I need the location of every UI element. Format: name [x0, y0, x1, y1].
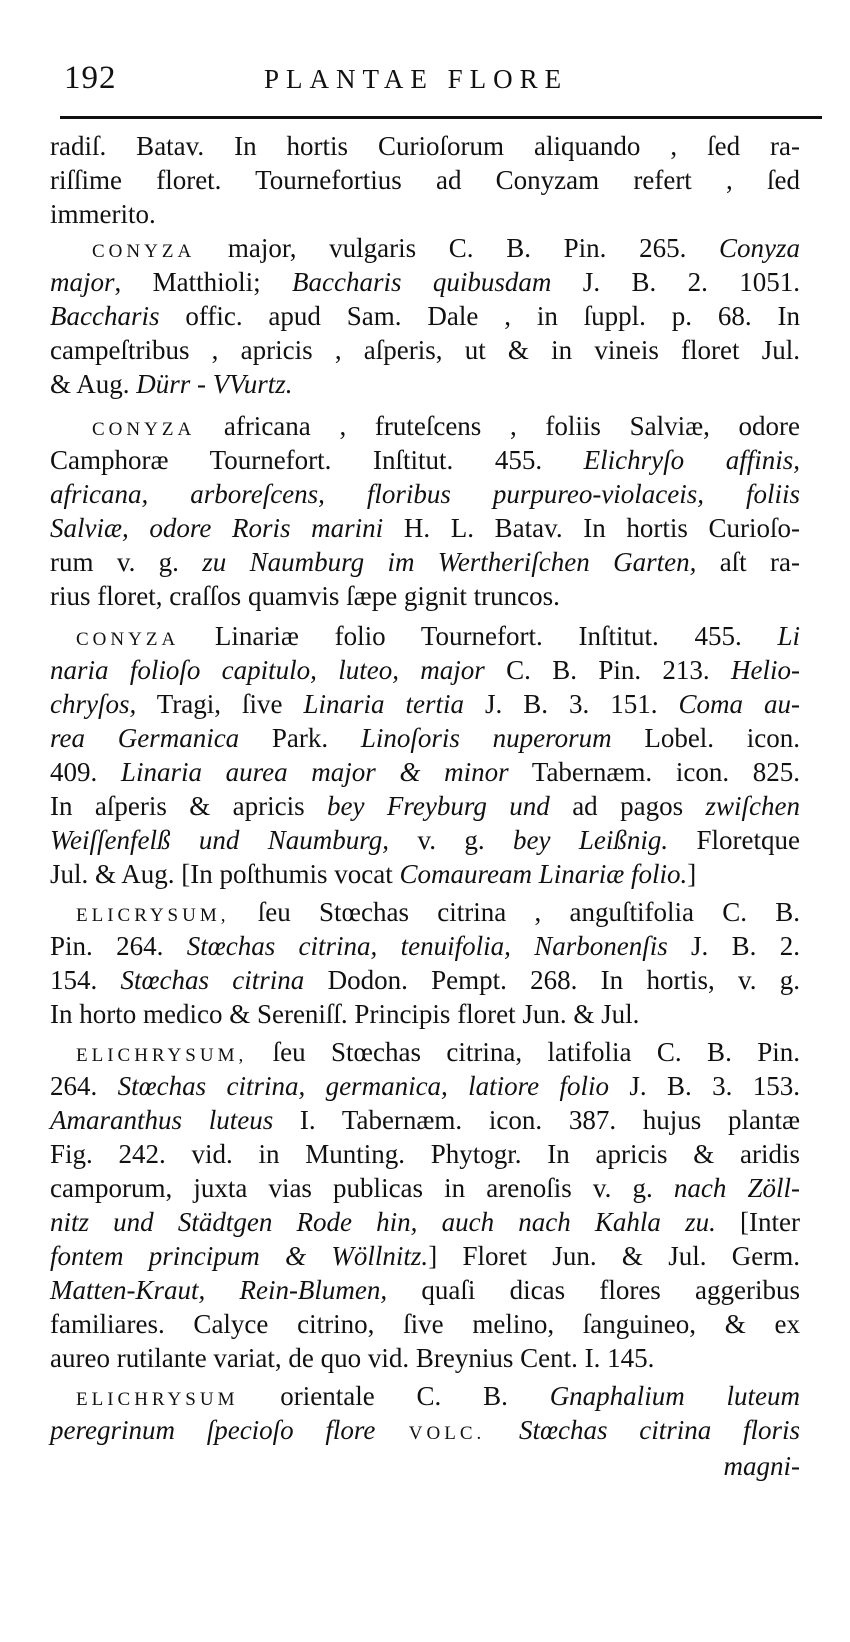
roman-run: orientale C. B. [238, 1381, 550, 1411]
italic-run: Helio- [731, 655, 800, 685]
small-caps-run: CONYZA [76, 629, 180, 650]
roman-run: I. Tabernæm. icon. 387. hujus plantæ [273, 1105, 800, 1135]
italic-run: Linoſoris nuperorum [360, 723, 612, 753]
roman-run: 264. [50, 1071, 118, 1101]
text-line [50, 266, 800, 298]
italic-run: Matten-Kraut, Rein-Blumen, [50, 1275, 388, 1305]
text-line [50, 580, 800, 612]
roman-run: Tragi, ſive [136, 689, 304, 719]
italic-run: Baccharis quibusdam [292, 267, 552, 297]
roman-run: ad pagos [549, 791, 706, 821]
roman-run: ſeu Stœchas citrina , anguſtifolia C. B. [229, 897, 800, 927]
italic-run: Linaria aurea major & minor [120, 757, 509, 787]
roman-run: Camphoræ Tournefort. Inſtitut. 455. [50, 445, 584, 475]
text-line [50, 198, 800, 230]
italic-run: Salviæ, odore Roris marini [50, 513, 384, 543]
italic-run: peregrinum ſpecioſo flore [50, 1415, 376, 1445]
text-line [50, 546, 800, 578]
text-line [76, 620, 800, 656]
roman-run: quaſi dicas flores aggeribus [387, 1275, 801, 1305]
roman-run: In horto medico & Sereniſſ. Principis floret Jun. & Jul. [50, 999, 640, 1029]
text-line [76, 1380, 800, 1416]
italic-run: major [50, 267, 115, 297]
roman-run: Jul. & Aug. [In poſthumis vocat [50, 859, 400, 889]
italic-run: Linaria tertia [303, 689, 464, 719]
roman-run: Lobel. icon. [611, 723, 800, 753]
text-line [50, 1172, 800, 1204]
roman-run: H. L. Batav. In hortis Curioſo- [383, 513, 800, 543]
roman-run: rum v. g. [50, 547, 203, 577]
text-line [50, 130, 800, 162]
small-caps-run: ELICHRYSUM [76, 1389, 239, 1410]
text-line [50, 1104, 800, 1136]
text-line [50, 688, 800, 720]
small-caps-run: VOLC. [375, 1423, 519, 1444]
text-line [50, 1414, 800, 1450]
italic-run: bey Freyburg und [327, 791, 550, 821]
text-line [50, 1206, 800, 1238]
italic-run: Conyza [719, 233, 800, 263]
italic-run: chryſos, [50, 689, 137, 719]
text-line [50, 1274, 800, 1306]
text-line [50, 478, 800, 510]
roman-run: [Inter [715, 1207, 800, 1237]
roman-run: familiares. Calyce citrino, ſive melino, ſanguineo, & ex [50, 1309, 800, 1339]
text-line [50, 444, 800, 476]
roman-run: africana , fruteſcens , foliis Salviæ, odore [195, 411, 800, 441]
text-line [50, 964, 800, 996]
italic-run: Li [777, 621, 800, 651]
roman-run: Linariæ folio Tournefort. Inſtitut. 455. [179, 621, 778, 651]
italic-run: Stœchas citrina [120, 965, 305, 995]
italic-run: magni- [723, 1451, 800, 1481]
text-line [50, 654, 800, 686]
roman-run: & Aug. [50, 369, 137, 399]
italic-run: Coma au- [678, 689, 800, 719]
small-caps-run: ELICRYSUM, [76, 905, 230, 926]
text-line [50, 756, 800, 788]
text-line [50, 164, 800, 196]
italic-run: zwiſchen [705, 791, 800, 821]
text-line [50, 334, 800, 366]
page-number: 192 [64, 60, 117, 96]
italic-run: nitz und Städtgen Rode hin, auch nach Kahla zu. [50, 1207, 716, 1237]
roman-run: aureo rutilante variat, de quo vid. Breynius Cent. I. 145. [50, 1343, 655, 1373]
small-caps-run: CONYZA [92, 419, 196, 440]
roman-run: major, vulgaris C. B. Pin. 265. [195, 233, 719, 263]
text-line [92, 232, 800, 268]
italic-run: Comauream Linariæ folio. [399, 859, 688, 889]
roman-run: aſt ra- [696, 547, 800, 577]
text-line [50, 1240, 800, 1272]
roman-run: ] Floret Jun. & Jul. Germ. [428, 1241, 800, 1271]
roman-run: , Matthioli; [114, 267, 293, 297]
text-line [50, 1138, 800, 1170]
text-line [50, 998, 800, 1030]
text-line [50, 858, 800, 890]
text-line [50, 368, 800, 400]
roman-run: J. B. 2. [667, 931, 800, 961]
roman-run: Floretque [668, 825, 801, 855]
roman-run: C. B. Pin. 213. [484, 655, 732, 685]
text-line [50, 1342, 800, 1374]
text-line [92, 410, 800, 446]
roman-run: 154. [50, 965, 121, 995]
italic-run: bey Leißnig. [513, 825, 669, 855]
italic-run: Amaranthus luteus [50, 1105, 274, 1135]
roman-run: riſſime floret. Tournefortius ad Conyzam refert , ſed [50, 165, 800, 195]
roman-run: v. g. [389, 825, 513, 855]
italic-run: Baccharis [50, 301, 160, 331]
small-caps-run: CONYZA [92, 241, 196, 262]
roman-run: In aſperis & apricis [50, 791, 328, 821]
text-line [76, 896, 800, 932]
roman-run: campeſtribus , apricis , aſperis, ut & in vineis floret Jul. [50, 335, 800, 365]
italic-run: Stœchas citrina, tenuifolia, Narbonenſis [186, 931, 668, 961]
text-line [50, 300, 800, 332]
roman-run: Pin. 264. [50, 931, 187, 961]
roman-run: immerito. [50, 199, 156, 229]
text-line [50, 824, 800, 856]
italic-run: africana, arboreſcens, floribus purpureo-violaceis, foliis [50, 479, 800, 509]
roman-run: radiſ. Batav. In hortis Curioſorum aliquando , ſed ra- [50, 131, 800, 161]
roman-run: J. B. 2. 1051. [551, 267, 800, 297]
italic-run: Stœchas citrina, germanica, latiore folio [117, 1071, 610, 1101]
italic-run: naria folioſo capitulo, luteo, major [50, 655, 485, 685]
roman-run: J. B. 3. 151. [464, 689, 679, 719]
roman-run: Park. [239, 723, 361, 753]
roman-run: ſeu Stœchas citrina, latifolia C. B. Pin. [247, 1037, 800, 1067]
running-title: PLANTAE FLORE [264, 64, 569, 94]
roman-run: Tabernæm. icon. 825. [508, 757, 800, 787]
italic-run: Weiſſenfelß und Naumburg, [50, 825, 390, 855]
roman-run: ] [687, 859, 697, 889]
italic-run: Dürr - VVurtz. [136, 369, 293, 399]
roman-run: rius floret, craſſos quamvis ſæpe gignit truncos. [50, 581, 560, 611]
roman-run: J. B. 3. 153. [609, 1071, 800, 1101]
italic-run: rea Germanica [50, 723, 240, 753]
italic-run: zu Naumburg im Wertheriſchen Garten, [202, 547, 697, 577]
text-line [50, 1070, 800, 1102]
roman-run: offic. apud Sam. Dale , in ſuppl. p. 68. In [159, 301, 800, 331]
small-caps-run: ELICHRYSUM, [76, 1045, 248, 1066]
italic-run: Stœchas citrina floris [519, 1415, 800, 1445]
text-line [76, 1036, 800, 1072]
text-line [50, 1308, 800, 1340]
italic-run: nach Zöll- [673, 1173, 800, 1203]
roman-run: camporum, juxta vias publicas in arenoſis v. g. [50, 1173, 674, 1203]
text-line [50, 722, 800, 754]
italic-run: Elichryſo affinis, [583, 445, 800, 475]
italic-run: fontem principum & Wöllnitz. [50, 1241, 429, 1271]
roman-run: Dodon. Pempt. 268. In hortis, v. g. [304, 965, 800, 995]
catchword [50, 1450, 800, 1482]
italic-run: Gnaphalium luteum [549, 1381, 800, 1411]
text-line [50, 930, 800, 962]
roman-run: Fig. 242. vid. in Munting. Phytogr. In apricis & aridis [50, 1139, 800, 1169]
text-line [50, 790, 800, 822]
roman-run: 409. [50, 757, 121, 787]
text-line [50, 512, 800, 544]
